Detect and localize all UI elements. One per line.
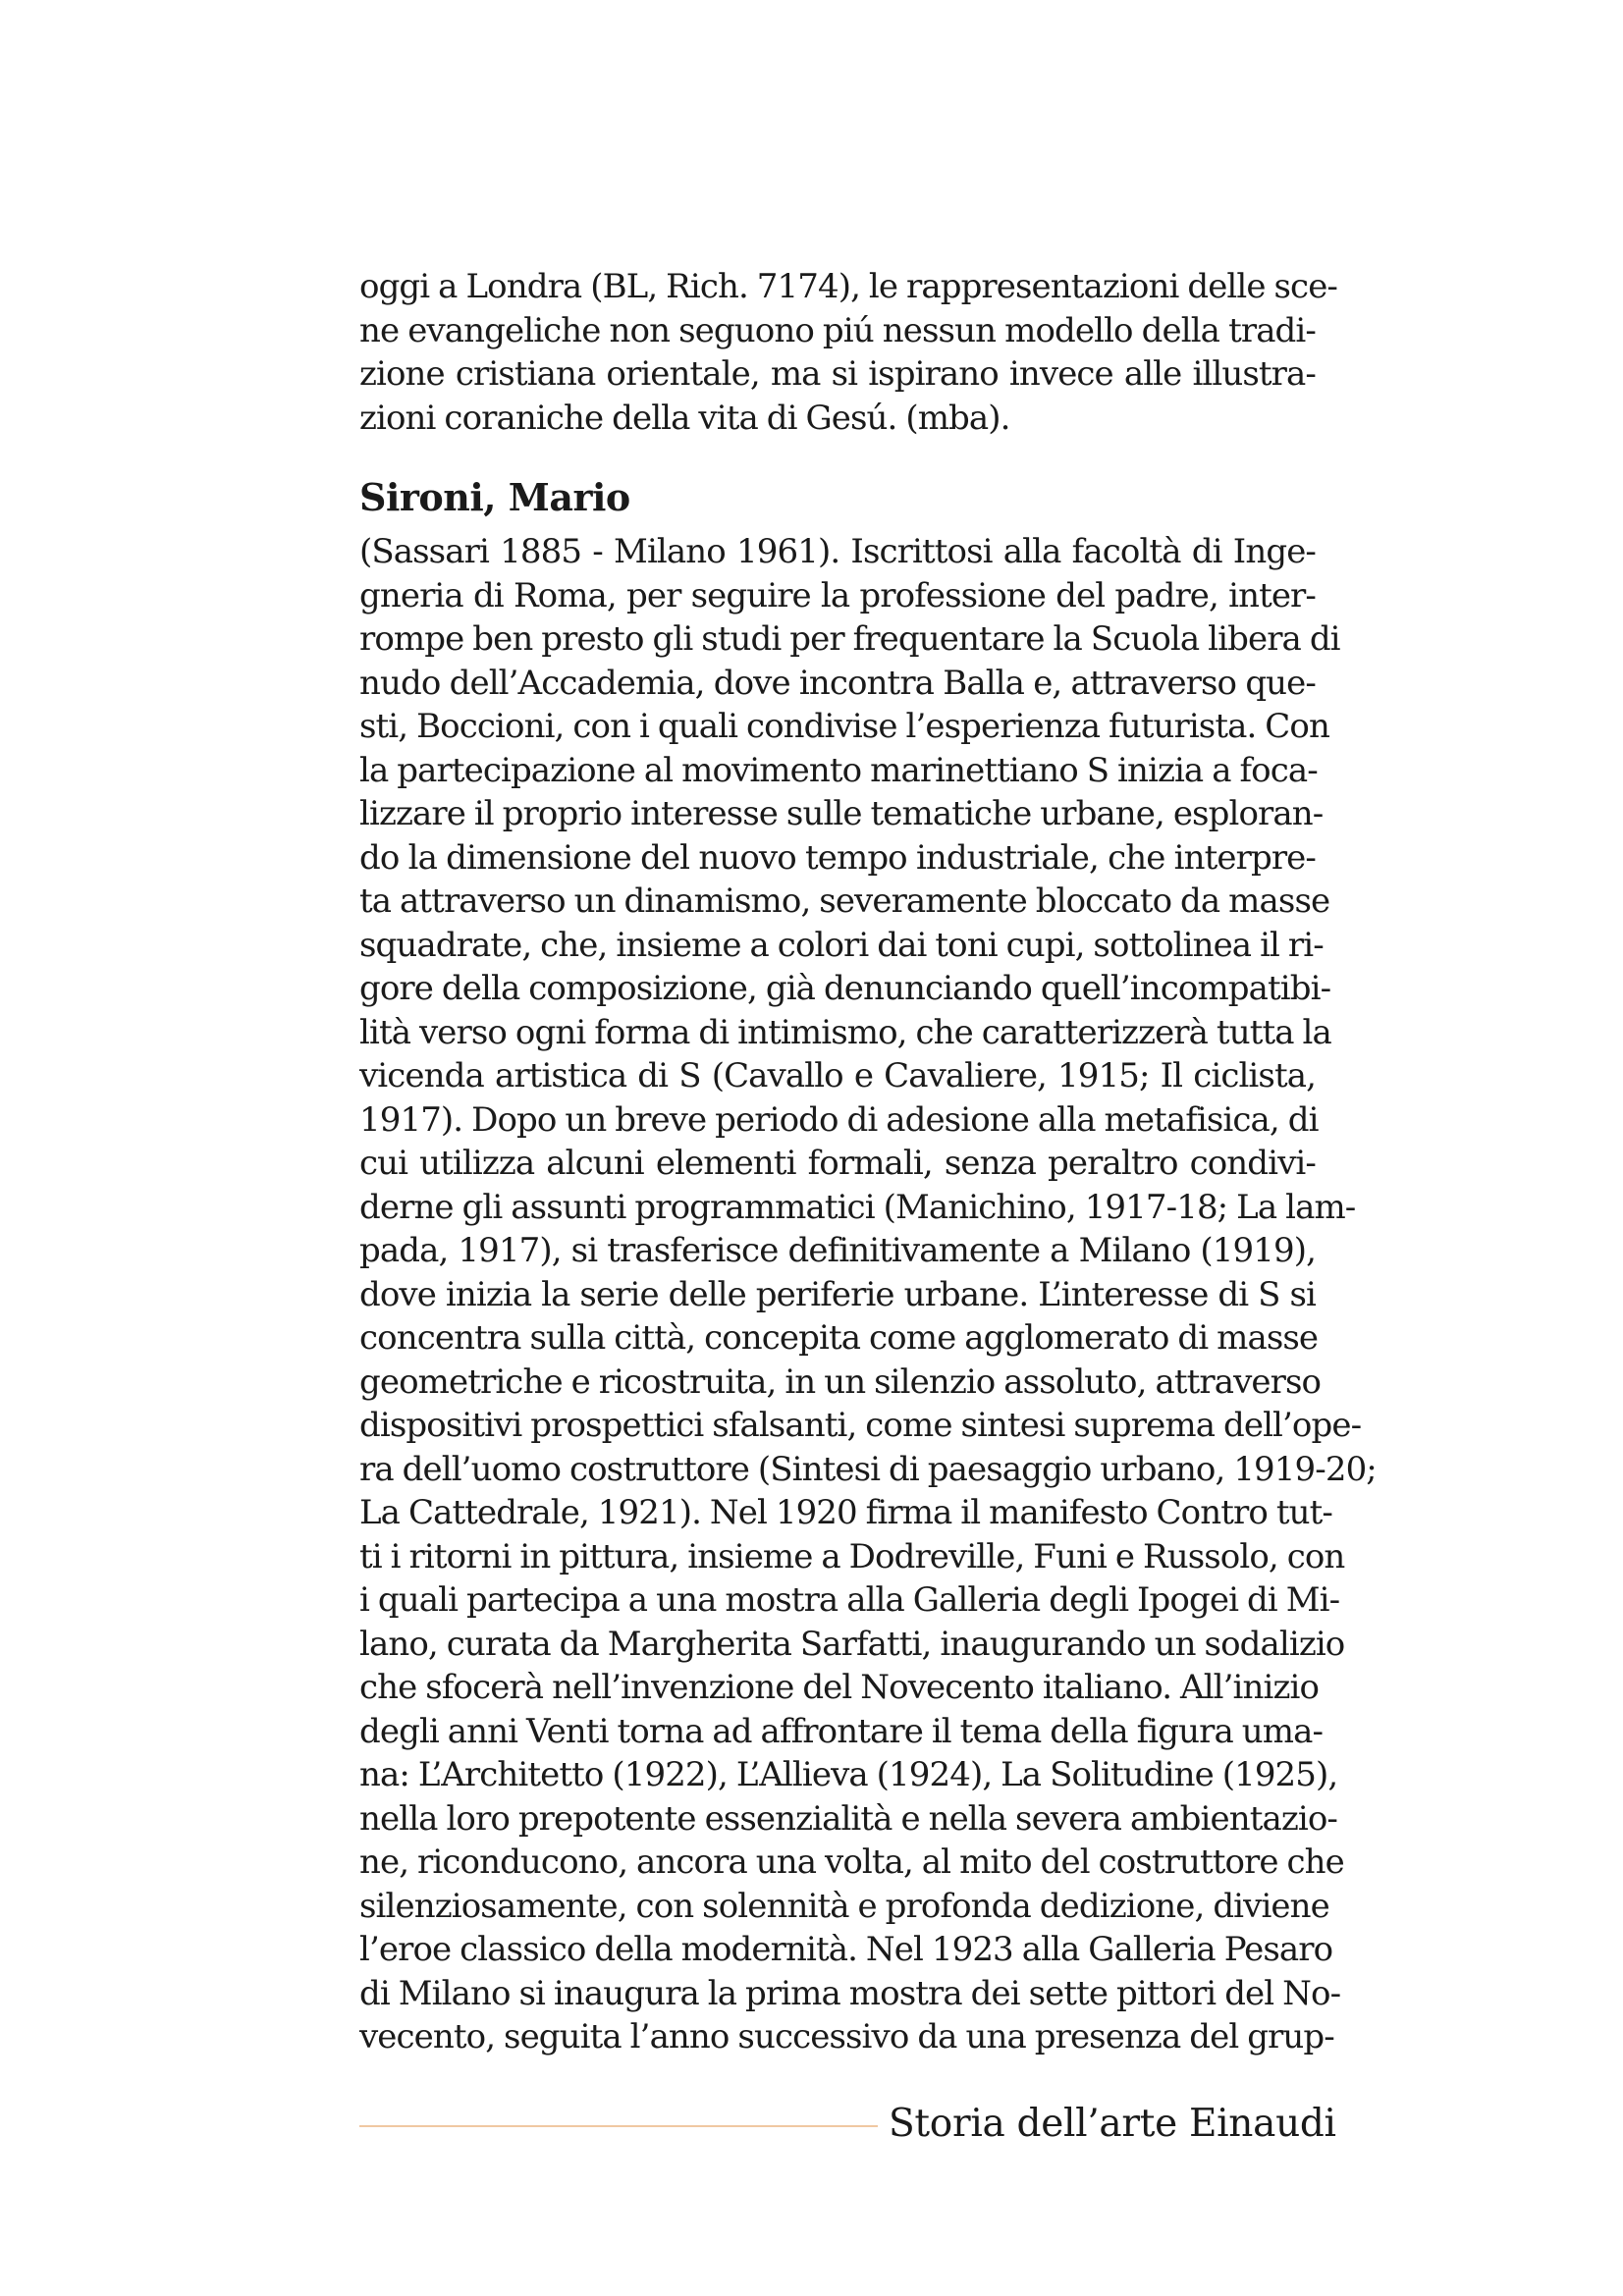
footer-title: Storia dell’arte Einaudi: [889, 2102, 1336, 2146]
text-line: squadrate, che, insieme a colori dai toni cupi, sottolinea il ri-: [359, 925, 1324, 965]
text-line: ne evangeliche non seguono piú nessun modello della tradi-: [359, 310, 1316, 350]
text-line: 1917). Dopo un breve periodo di adesione alla metafisica, di: [359, 1099, 1319, 1140]
text-line: i quali partecipa a una mostra alla Galleria degli Ipogei di Mi-: [359, 1580, 1340, 1620]
text-line: La Cattedrale, 1921). Nel 1920 firma il manifesto Contro tut-: [359, 1493, 1332, 1532]
text-line: lità verso ogni forma di intimismo, che caratterizzerà tutta la: [359, 1012, 1331, 1052]
footer-divider: [359, 2125, 878, 2127]
text-line: na: L’Architetto (1922), L’Allieva (1924), La Solitudine (1925),: [359, 1755, 1338, 1794]
text-line: (Sassari 1885 - Milano 1961). Iscrittosi alla facoltà di Inge-: [359, 532, 1316, 571]
text-line: lano, curata da Margherita Sarfatti, inaugurando un sodalizio: [359, 1624, 1345, 1664]
text-line: geometriche e ricostruita, in un silenzio assoluto, attraverso: [359, 1362, 1322, 1402]
text-line: la partecipazione al movimento marinettiano S inizia a foca-: [359, 750, 1318, 790]
text-line: vecento, seguita l’anno successivo da una presenza del grup-: [359, 2017, 1334, 2056]
entry-body: [359, 530, 1377, 2059]
text-line: vicenda artistica di S (Cavallo e Cavaliere, 1915; Il ciclista,: [359, 1056, 1316, 1095]
text-line: dove inizia la serie delle periferie urbane. L’interesse di S si: [359, 1274, 1316, 1314]
text-line: zioni coraniche della vita di Gesú. (mba).: [359, 398, 1010, 438]
text-line: lizzare il proprio interesse sulle tematiche urbane, esploran-: [359, 794, 1324, 833]
text-line: zione cristiana orientale, ma si ispirano invece alle illustra-: [359, 354, 1316, 394]
text-line: concentra sulla città, concepita come agglomerato di masse: [359, 1318, 1319, 1358]
text-line: pada, 1917), si trasferisce definitivamente a Milano (1919),: [359, 1231, 1316, 1270]
text-line: l’eroe classico della modernità. Nel 1923 alla Galleria Pesaro: [359, 1930, 1333, 1969]
text-line: degli anni Venti torna ad affrontare il tema della figura uma-: [359, 1711, 1324, 1751]
entry-heading: Sironi, Mario: [359, 475, 630, 519]
text-line: silenziosamente, con solennità e profonda dedizione, diviene: [359, 1886, 1329, 1926]
text-line: nella loro prepotente essenzialità e nella severa ambientazio-: [359, 1798, 1337, 1839]
intro-paragraph: [359, 265, 1338, 440]
text-line: che sfocerà nell’invenzione del Novecento italiano. All’inizio: [359, 1668, 1320, 1707]
text-line: nudo dell’Accademia, dove incontra Balla e, attraverso que-: [359, 663, 1316, 703]
text-line: gneria di Roma, per seguire la professione del padre, inter-: [359, 575, 1316, 615]
text-line: cui utilizza alcuni elementi formali, senza peraltro condivi-: [359, 1144, 1316, 1183]
text-line: oggi a Londra (BL, Rich. 7174), le rappresentazioni delle sce-: [359, 267, 1338, 306]
text-line: ra dell’uomo costruttore (Sintesi di paesaggio urbano, 1919-20;: [359, 1449, 1377, 1489]
text-line: gore della composizione, già denunciando quell’incompatibi-: [359, 969, 1331, 1008]
text-line: dispositivi prospettici sfalsanti, come sintesi suprema dell’ope-: [359, 1406, 1362, 1445]
page-text: [359, 265, 1377, 2059]
text-line: ta attraverso un dinamismo, severamente bloccato da masse: [359, 881, 1330, 921]
text-line: ti i ritorni in pittura, insieme a Dodreville, Funi e Russolo, con: [359, 1536, 1345, 1576]
text-line: do la dimensione del nuovo tempo industriale, che interpre-: [359, 837, 1316, 878]
text-line: rompe ben presto gli studi per frequentare la Scuola libera di: [359, 619, 1340, 659]
text-line: sti, Boccioni, con i quali condivise l’esperienza futurista. Con: [359, 707, 1329, 746]
text-line: derne gli assunti programmatici (Manichino, 1917-18; La lam-: [359, 1187, 1356, 1227]
text-line: di Milano si inaugura la prima mostra dei sette pittori del No-: [359, 1973, 1341, 2013]
text-line: ne, riconducono, ancora una volta, al mito del costruttore che: [359, 1842, 1344, 1882]
